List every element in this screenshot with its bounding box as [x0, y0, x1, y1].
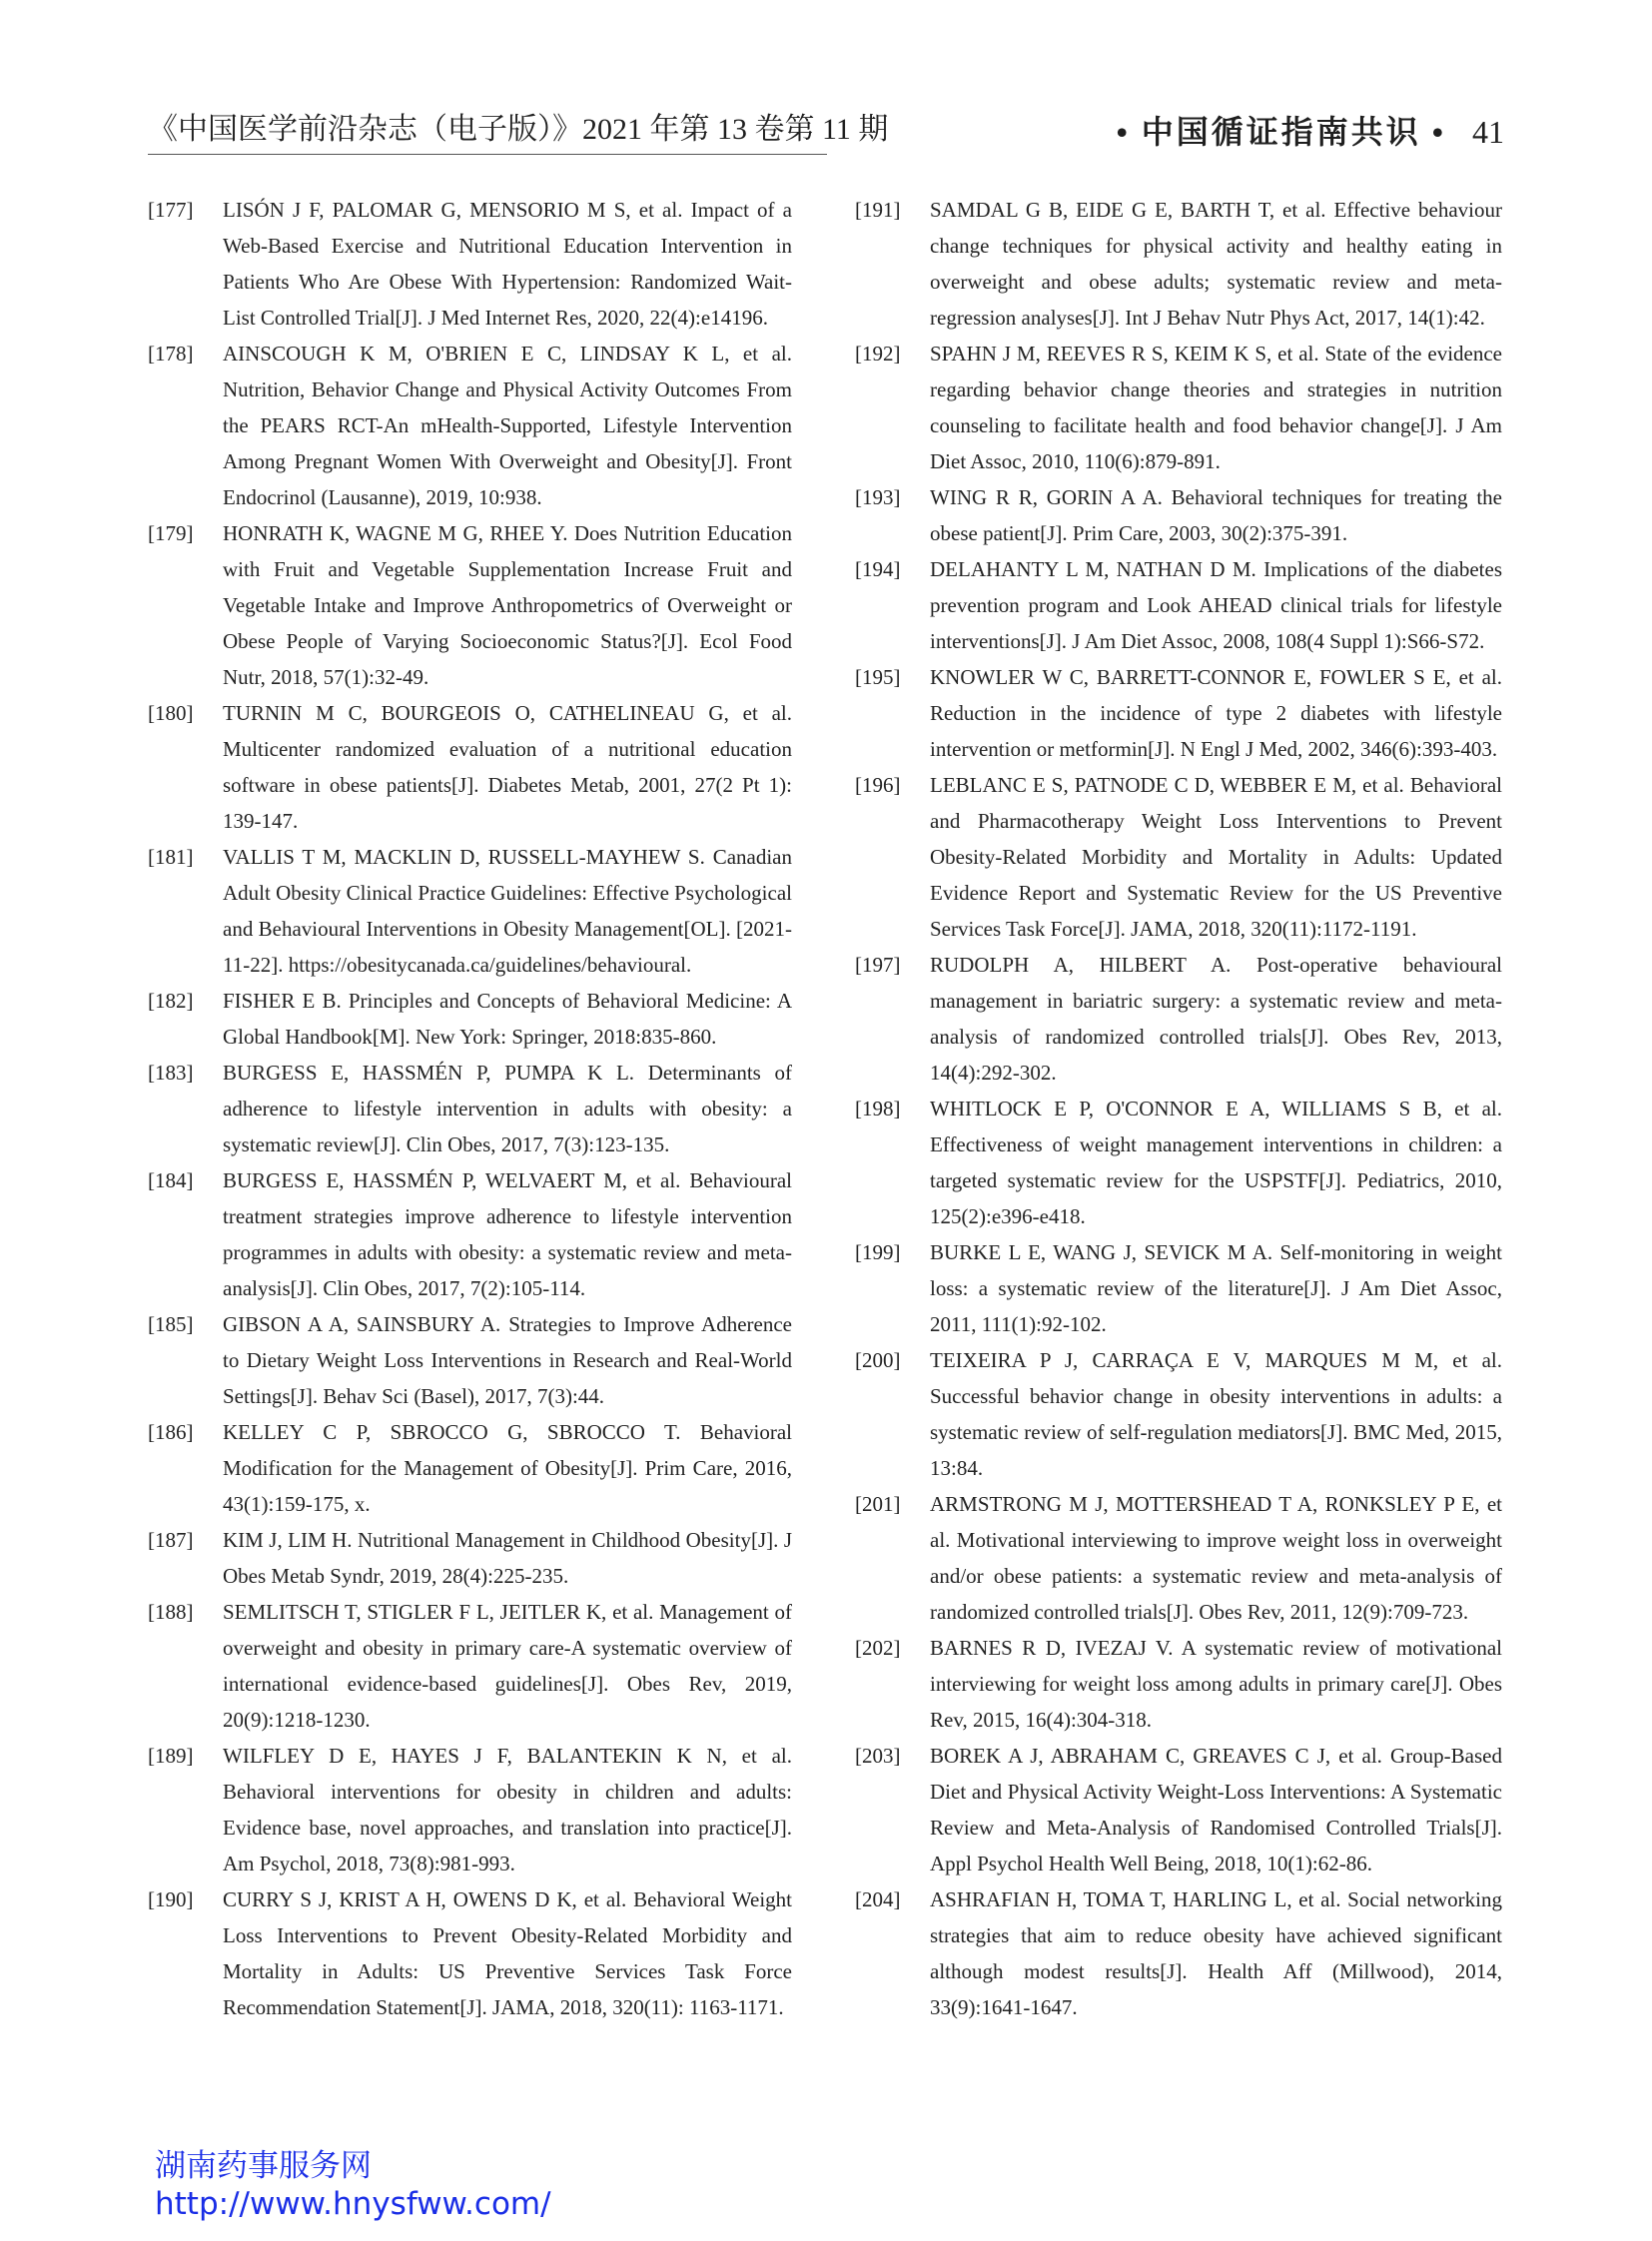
reference-item	[148, 1738, 792, 1881]
reference-item	[855, 336, 1502, 479]
reference-number: [200]	[855, 1348, 901, 1372]
reference-number: [178]	[148, 342, 194, 366]
page-number: 41	[1472, 114, 1504, 150]
reference-item	[855, 767, 1502, 947]
reference-item	[148, 336, 792, 515]
reference-item	[855, 192, 1502, 336]
reference-text: WHITLOCK E P, O'CONNOR E A, WILLIAMS S B, et al. Effectiveness of weight management interventions in children: a targeted systematic review for the USPSTF[J]. Pediatrics, 2010, 125(2):e396-e418.	[930, 1097, 1502, 1228]
reference-text: SPAHN J M, REEVES R S, KEIM K S, et al. State of the evidence regarding behavior change theories and strategies in nutrition counseling to facilitate health and food behavior change[J]. J Am Diet Assoc, 2010, 110(6):879-891.	[930, 342, 1502, 473]
reference-item	[148, 1055, 792, 1162]
section-title: • 中国循证指南共识 •	[1116, 114, 1446, 150]
reference-number: [190]	[148, 1887, 194, 1911]
reference-number: [177]	[148, 198, 194, 222]
reference-item	[148, 1522, 792, 1594]
reference-number: [194]	[855, 557, 901, 581]
reference-text: DELAHANTY L M, NATHAN D M. Implications of the diabetes prevention program and Look AHEAD clinical trials for lifestyle interventions[J]. J Am Diet Assoc, 2008, 108(4 Suppl 1):S66-S72.	[930, 557, 1502, 653]
reference-number: [189]	[148, 1744, 194, 1768]
reference-number: [204]	[855, 1887, 901, 1911]
watermark-site-name: 湖南药事服务网	[155, 2148, 372, 2184]
reference-number: [184]	[148, 1168, 194, 1192]
reference-text: RUDOLPH A, HILBERT A. Post-operative behavioural management in bariatric surgery: a systematic review and meta-analysis of randomized controlled trials[J]. Obes Rev, 2013, 14(4):292-302.	[930, 953, 1502, 1085]
reference-number: [201]	[855, 1492, 901, 1516]
reference-number: [188]	[148, 1600, 194, 1624]
reference-item	[855, 551, 1502, 659]
reference-text: FISHER E B. Principles and Concepts of Behavioral Medicine: A Global Handbook[M]. New York: Springer, 2018:835-860.	[223, 989, 792, 1049]
reference-number: [199]	[855, 1240, 901, 1264]
reference-text: ASHRAFIAN H, TOMA T, HARLING L, et al. Social networking strategies that aim to reduce obesity have achieved significant although modest results[J]. Health Aff (Millwood), 2014, 33(9):1641-1647.	[930, 1887, 1502, 2019]
reference-item	[855, 1881, 1502, 2025]
reference-text: AINSCOUGH K M, O'BRIEN E C, LINDSAY K L, et al. Nutrition, Behavior Change and Physical Activity Outcomes From the PEARS RCT-An mHealth-Supported, Lifestyle Intervention Among Pregnant Women With Overweight and Obesity[J]. Front Endocrinol (Lausanne), 2019, 10:938.	[223, 342, 792, 509]
reference-item	[148, 695, 792, 839]
reference-number: [185]	[148, 1312, 194, 1336]
reference-text: ARMSTRONG M J, MOTTERSHEAD T A, RONKSLEY P E, et al. Motivational interviewing to improve weight loss in overweight and/or obese patients: a systematic review and meta-analysis of randomized controlled trials[J]. Obes Rev, 2011, 12(9):709-723.	[930, 1492, 1502, 1624]
reference-text: TEIXEIRA P J, CARRAÇA E V, MARQUES M M, et al. Successful behavior change in obesity interventions in adults: a systematic review of self-regulation mediators[J]. BMC Med, 2015, 13:84.	[930, 1348, 1502, 1480]
reference-number: [179]	[148, 521, 194, 545]
reference-number: [196]	[855, 773, 901, 797]
reference-item	[855, 1738, 1502, 1881]
reference-item	[855, 659, 1502, 767]
reference-item	[855, 1486, 1502, 1630]
references-left-column	[148, 192, 792, 2025]
reference-number: [187]	[148, 1528, 194, 1552]
reference-item	[148, 1881, 792, 2025]
reference-number: [186]	[148, 1420, 194, 1444]
reference-item	[148, 1594, 792, 1738]
reference-item	[855, 1091, 1502, 1234]
reference-number: [198]	[855, 1097, 901, 1120]
reference-number: [182]	[148, 989, 194, 1013]
reference-text: KIM J, LIM H. Nutritional Management in Childhood Obesity[J]. J Obes Metab Syndr, 2019, 28(4):225-235.	[223, 1528, 792, 1588]
reference-number: [195]	[855, 665, 901, 689]
reference-number: [183]	[148, 1061, 194, 1085]
reference-item	[148, 983, 792, 1055]
reference-number: [192]	[855, 342, 901, 366]
reference-text: CURRY S J, KRIST A H, OWENS D K, et al. Behavioral Weight Loss Interventions to Prevent Obesity-Related Morbidity and Mortality in Adults: US Preventive Services Task Force Recommendation Statement[J]. JAMA, 2018, 320(11): 1163-1171.	[223, 1887, 792, 2019]
reference-number: [180]	[148, 701, 194, 725]
reference-item	[855, 947, 1502, 1091]
section-header	[1117, 112, 1504, 152]
reference-text: VALLIS T M, MACKLIN D, RUSSELL-MAYHEW S. Canadian Adult Obesity Clinical Practice Guidelines: Effective Psychological and Behavioural Interventions in Obesity Management[OL]. [2021-11-22]. https://obesitycanada.ca/guidelines/behavioural.	[223, 845, 792, 977]
reference-item	[148, 1414, 792, 1522]
reference-item	[855, 1342, 1502, 1486]
reference-text: SEMLITSCH T, STIGLER F L, JEITLER K, et al. Management of overweight and obesity in primary care-A systematic overview of international evidence-based guidelines[J]. Obes Rev, 2019, 20(9):1218-1230.	[223, 1600, 792, 1732]
reference-item	[855, 1630, 1502, 1738]
reference-number: [193]	[855, 485, 901, 509]
reference-text: WING R R, GORIN A A. Behavioral techniques for treating the obese patient[J]. Prim Care, 2003, 30(2):375-391.	[930, 485, 1502, 545]
reference-item	[855, 1234, 1502, 1342]
reference-item	[148, 1162, 792, 1306]
journal-header: 《中国医学前沿杂志（电子版）》2021 年第 13 卷第 11 期	[148, 110, 827, 155]
reference-text: TURNIN M C, BOURGEOIS O, CATHELINEAU G, et al. Multicenter randomized evaluation of a nutritional education software in obese patients[J]. Diabetes Metab, 2001, 27(2 Pt 1): 139-147.	[223, 701, 792, 833]
reference-text: SAMDAL G B, EIDE G E, BARTH T, et al. Effective behaviour change techniques for physical activity and healthy eating in overweight and obese adults; systematic review and meta-regression analyses[J]. Int J Behav Nutr Phys Act, 2017, 14(1):42.	[930, 198, 1502, 330]
reference-item	[148, 192, 792, 336]
reference-text: BOREK A J, ABRAHAM C, GREAVES C J, et al. Group-Based Diet and Physical Activity Weight-Loss Interventions: A Systematic Review and Meta-Analysis of Randomised Controlled Trials[J]. Appl Psychol Health Well Being, 2018, 10(1):62-86.	[930, 1744, 1502, 1875]
watermark	[155, 2147, 551, 2223]
reference-item	[148, 515, 792, 695]
reference-text: GIBSON A A, SAINSBURY A. Strategies to Improve Adherence to Dietary Weight Loss Interventions in Research and Real-World Settings[J]. Behav Sci (Basel), 2017, 7(3):44.	[223, 1312, 792, 1408]
reference-text: BURGESS E, HASSMÉN P, PUMPA K L. Determinants of adherence to lifestyle intervention in adults with obesity: a systematic review[J]. Clin Obes, 2017, 7(3):123-135.	[223, 1061, 792, 1156]
references-right-column	[855, 192, 1502, 2025]
reference-text: LEBLANC E S, PATNODE C D, WEBBER E M, et al. Behavioral and Pharmacotherapy Weight Loss Interventions to Prevent Obesity-Related Morbidity and Mortality in Adults: Updated Evidence Report and Systematic Review for the US Preventive Services Task Force[J]. JAMA, 2018, 320(11):1172-1191.	[930, 773, 1502, 941]
reference-text: KNOWLER W C, BARRETT-CONNOR E, FOWLER S E, et al. Reduction in the incidence of type 2 diabetes with lifestyle intervention or metformin[J]. N Engl J Med, 2002, 346(6):393-403.	[930, 665, 1502, 761]
reference-text: BARNES R D, IVEZAJ V. A systematic review of motivational interviewing for weight loss among adults in primary care[J]. Obes Rev, 2015, 16(4):304-318.	[930, 1636, 1502, 1732]
reference-number: [202]	[855, 1636, 901, 1660]
reference-text: BURGESS E, HASSMÉN P, WELVAERT M, et al. Behavioural treatment strategies improve adherence to lifestyle intervention programmes in adults with obesity: a systematic review and meta-analysis[J]. Clin Obes, 2017, 7(2):105-114.	[223, 1168, 792, 1300]
watermark-url: http://www.hnysfww.com/	[155, 2186, 551, 2222]
reference-item	[855, 479, 1502, 551]
reference-text: WILFLEY D E, HAYES J F, BALANTEKIN K N, et al. Behavioral interventions for obesity in children and adults: Evidence base, novel approaches, and translation into practice[J]. Am Psychol, 2018, 73(8):981-993.	[223, 1744, 792, 1875]
reference-text: HONRATH K, WAGNE M G, RHEE Y. Does Nutrition Education with Fruit and Vegetable Supplementation Increase Fruit and Vegetable Intake and Improve Anthropometrics of Overweight or Obese People of Varying Socioeconomic Status?[J]. Ecol Food Nutr, 2018, 57(1):32-49.	[223, 521, 792, 689]
reference-text: LISÓN J F, PALOMAR G, MENSORIO M S, et al. Impact of a Web-Based Exercise and Nutritional Education Intervention in Patients Who Are Obese With Hypertension: Randomized Wait-List Controlled Trial[J]. J Med Internet Res, 2020, 22(4):e14196.	[223, 198, 792, 330]
reference-item	[148, 1306, 792, 1414]
reference-number: [191]	[855, 198, 901, 222]
reference-text: BURKE L E, WANG J, SEVICK M A. Self-monitoring in weight loss: a systematic review of the literature[J]. J Am Diet Assoc, 2011, 111(1):92-102.	[930, 1240, 1502, 1336]
reference-number: [181]	[148, 845, 194, 869]
reference-text: KELLEY C P, SBROCCO G, SBROCCO T. Behavioral Modification for the Management of Obesity[J]. Prim Care, 2016, 43(1):159-175, x.	[223, 1420, 792, 1516]
reference-number: [203]	[855, 1744, 901, 1768]
reference-number: [197]	[855, 953, 901, 977]
reference-item	[148, 839, 792, 983]
